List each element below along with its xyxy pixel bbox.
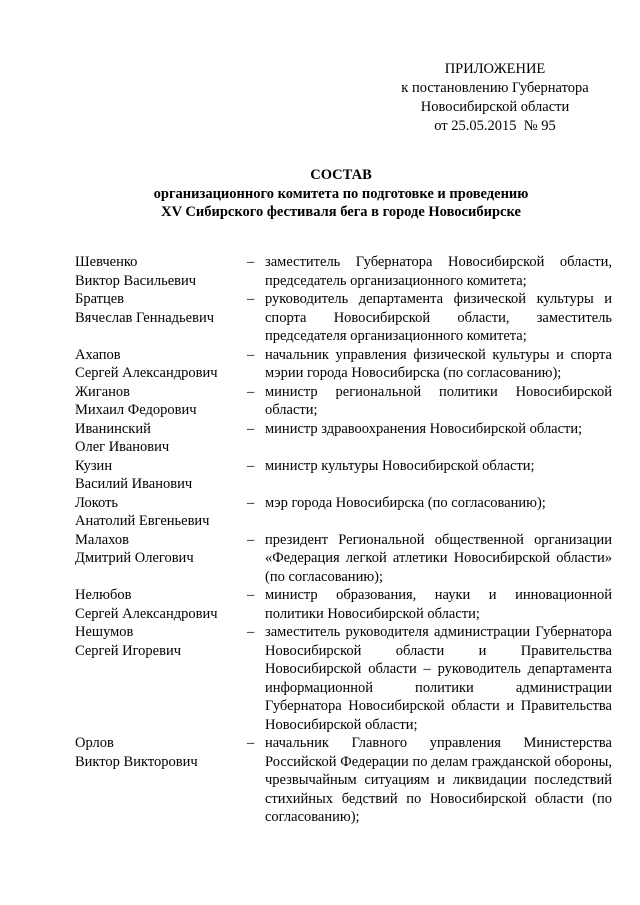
member-surname: Кузин — [75, 457, 113, 474]
dash-mark: – — [247, 383, 255, 400]
member-given-name: Олег Иванович — [75, 439, 170, 455]
member-given-name: Сергей Игоревич — [75, 642, 182, 659]
member-name — [75, 420, 255, 457]
member-given-name: Василий Иванович — [75, 476, 193, 492]
member-surname: Шевченко — [75, 254, 138, 270]
heading-title: СОСТАВ — [310, 167, 372, 183]
member-given-name: Виктор Викторович — [75, 753, 198, 770]
member-name — [75, 253, 255, 290]
member-role: заместитель Губернатора Новосибирской области, председатель организационного комитета; — [265, 254, 612, 289]
member-name — [75, 586, 255, 623]
member-given-name: Вячеслав Геннадьевич — [75, 309, 215, 326]
member-row — [75, 457, 615, 494]
appendix-title: ПРИЛОЖЕНИЕ — [444, 61, 546, 77]
member-row — [75, 420, 615, 457]
member-row — [75, 290, 615, 346]
member-surname: Ахапов — [75, 346, 121, 363]
member-role: министр здравоохранения Новосибирской области; — [265, 420, 583, 437]
member-name — [75, 494, 255, 531]
dash-mark: – — [247, 346, 255, 363]
dash-mark: – — [247, 254, 255, 270]
member-surname: Жиганов — [75, 383, 130, 400]
document-heading — [60, 166, 622, 222]
member-role: министр культуры Новосибирской области; — [265, 457, 535, 474]
member-role: министр образования, науки и инновационной политики Новосибирской области; — [265, 587, 612, 622]
member-name — [75, 383, 255, 420]
member-row — [75, 531, 615, 587]
member-role: заместитель руководителя администрации Губернатора Новосибирской области и Правительства Новосибирской области – руководитель департамента информационной политики администрации Губернатора Новосибирской области и Правительства Новосибирской области; — [265, 624, 612, 733]
member-name — [75, 457, 255, 494]
member-row — [75, 734, 615, 827]
member-given-name: Виктор Васильевич — [75, 272, 197, 289]
member-surname: Нешумов — [75, 624, 134, 640]
dash-mark: – — [247, 531, 255, 548]
member-role: министр региональной политики Новосибирской области; — [265, 383, 612, 418]
member-surname: Иванинский — [75, 420, 151, 437]
appendix-block — [360, 60, 630, 136]
dash-mark: – — [247, 457, 255, 474]
dash-mark: – — [247, 624, 255, 640]
dash-mark: – — [247, 494, 255, 511]
dash-mark: – — [247, 291, 255, 307]
member-row — [75, 383, 615, 420]
member-role: мэр города Новосибирска (по согласованию); — [265, 494, 546, 511]
members-list — [75, 253, 615, 827]
heading-line-2: XV Сибирского фестиваля бега в городе Новосибирске — [161, 204, 521, 220]
member-surname: Локоть — [75, 494, 119, 511]
member-row — [75, 346, 615, 383]
member-name — [75, 346, 255, 383]
member-row — [75, 623, 615, 734]
member-name — [75, 531, 255, 587]
member-given-name: Сергей Александрович — [75, 605, 218, 622]
member-role: начальник управления физической культуры и спорта мэрии города Новосибирска (по согласованию); — [265, 346, 612, 381]
member-name — [75, 734, 255, 827]
dash-mark: – — [247, 735, 255, 751]
appendix-line-3: от 25.05.2015 № 95 — [434, 118, 556, 134]
member-surname: Братцев — [75, 291, 125, 307]
member-role: руководитель департамента физической культуры и спорта Новосибирской области, заместитель председателя организационного комитета; — [265, 291, 612, 344]
member-row — [75, 586, 615, 623]
member-surname: Орлов — [75, 735, 114, 751]
member-given-name: Анатолий Евгеньевич — [75, 513, 210, 529]
dash-mark: – — [247, 587, 255, 603]
member-name — [75, 290, 255, 346]
member-row — [75, 253, 615, 290]
appendix-line-2: Новосибирской области — [420, 99, 570, 115]
member-surname: Нелюбов — [75, 587, 132, 603]
member-surname: Малахов — [75, 531, 129, 548]
member-role: президент Региональной общественной организации «Федерация легкой атлетики Новосибирской области» (по согласованию); — [265, 531, 612, 585]
member-name — [75, 623, 255, 734]
heading-line-1: организационного комитета по подготовке и проведению — [153, 185, 529, 202]
member-given-name: Михаил Федорович — [75, 402, 197, 418]
member-row — [75, 494, 615, 531]
member-given-name: Сергей Александрович — [75, 365, 218, 381]
member-given-name: Дмитрий Олегович — [75, 550, 194, 566]
member-role: начальник Главного управления Министерства Российской Федерации по делам гражданской обороны, чрезвычайным ситуациям и ликвидации последствий стихийных бедствий по Новосибирской области (по согласованию); — [265, 735, 612, 825]
dash-mark: – — [247, 420, 255, 437]
appendix-line-1: к постановлению Губернатора — [401, 80, 589, 96]
